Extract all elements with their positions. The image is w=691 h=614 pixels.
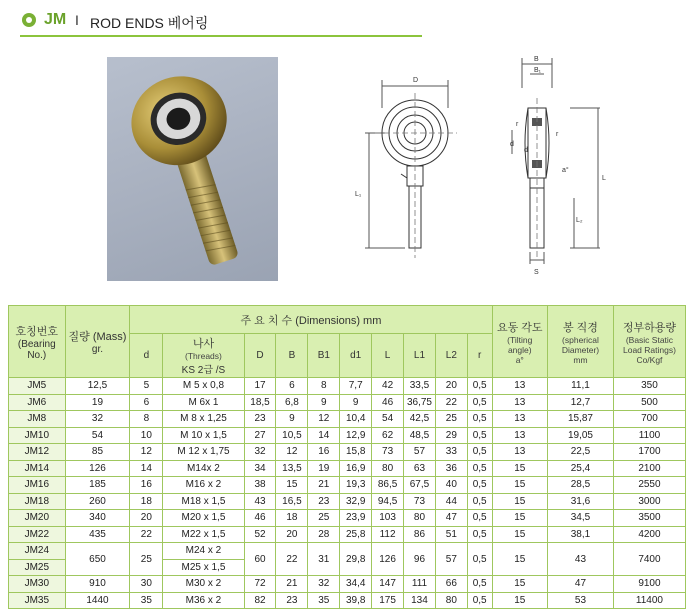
col-r: r	[467, 334, 492, 378]
dim-label-r2: r	[516, 121, 519, 128]
dim-r: 0,5	[467, 592, 492, 609]
page-header	[20, 6, 682, 36]
load-rating: 1700	[613, 444, 685, 461]
table-row	[9, 394, 686, 411]
dim-L1: 33,5	[404, 378, 436, 395]
dim-L2: 80	[435, 592, 467, 609]
dim-L: 126	[372, 543, 404, 576]
tilting-angle: 15	[492, 543, 548, 576]
dim-L1: 73	[404, 493, 436, 510]
dim-L: 147	[372, 576, 404, 593]
dim-L2: 51	[435, 526, 467, 543]
dim-d: 22	[130, 526, 163, 543]
dim-D: 27	[244, 427, 276, 444]
dim-B: 23	[276, 592, 308, 609]
col-sphere-diameter: 봉 직경 (spherical Diameter) mm	[548, 306, 614, 378]
dim-d: 10	[130, 427, 163, 444]
thread: M 5 x 0,8	[163, 378, 244, 395]
dim-d: 16	[130, 477, 163, 494]
dim-d: 25	[130, 543, 163, 576]
sphere-diameter: 22,5	[548, 444, 614, 461]
mass: 340	[65, 510, 130, 527]
bearing-no: JM12	[9, 444, 66, 461]
bearing-no: JM14	[9, 460, 66, 477]
thread: M 10 x 1,5	[163, 427, 244, 444]
dim-D: 38	[244, 477, 276, 494]
dim-r: 0,5	[467, 510, 492, 527]
sphere-diameter: 15,87	[548, 411, 614, 428]
dim-B: 6	[276, 378, 308, 395]
dim-L2: 22	[435, 394, 467, 411]
dim-d: 20	[130, 510, 163, 527]
col-D: D	[244, 334, 276, 378]
thread: M30 x 2	[163, 576, 244, 593]
bearing-no: JM22	[9, 526, 66, 543]
dim-r: 0,5	[467, 576, 492, 593]
thread: M 6x 1	[163, 394, 244, 411]
dim-D: 46	[244, 510, 276, 527]
bearing-no: JM20	[9, 510, 66, 527]
table-row	[9, 460, 686, 477]
dim-d1: 23,9	[340, 510, 372, 527]
col-L2: L2	[435, 334, 467, 378]
load-rating: 1100	[613, 427, 685, 444]
dim-L2: 33	[435, 444, 467, 461]
dim-d1: 39,8	[340, 592, 372, 609]
col-thread: 나사 (Threads) KS 2급 /S	[163, 334, 244, 378]
dim-B1: 32	[308, 576, 340, 593]
col-bearing-no: 호칭번호 (Bearing No.)	[9, 306, 66, 378]
table-row	[9, 576, 686, 593]
tilting-angle: 15	[492, 592, 548, 609]
spec-table	[8, 305, 686, 609]
sphere-diameter: 31,6	[548, 493, 614, 510]
dim-label-B1: B₁	[534, 67, 542, 74]
dim-L: 62	[372, 427, 404, 444]
dim-d: 12	[130, 444, 163, 461]
series-code: JM	[44, 11, 67, 28]
col-B1: B1	[308, 334, 340, 378]
dim-d1: 34,4	[340, 576, 372, 593]
dim-label-dk: d	[524, 147, 528, 154]
dim-L1: 80	[404, 510, 436, 527]
dim-L: 73	[372, 444, 404, 461]
table-row	[9, 477, 686, 494]
dim-D: 43	[244, 493, 276, 510]
bearing-no: JM16	[9, 477, 66, 494]
table-row	[9, 543, 686, 560]
dim-L2: 20	[435, 378, 467, 395]
dim-B: 9	[276, 411, 308, 428]
dim-B: 13,5	[276, 460, 308, 477]
dim-L2: 57	[435, 543, 467, 576]
mass: 260	[65, 493, 130, 510]
dim-L: 46	[372, 394, 404, 411]
dim-r: 0,5	[467, 427, 492, 444]
load-rating: 4200	[613, 526, 685, 543]
bearing-no: JM10	[9, 427, 66, 444]
dim-label-r: r	[556, 131, 559, 138]
header-separator: I	[75, 12, 79, 28]
load-rating: 350	[613, 378, 685, 395]
dim-r: 0,5	[467, 394, 492, 411]
tilting-angle: 15	[492, 477, 548, 494]
dim-label-a: a°	[562, 167, 569, 174]
thread: M22 x 1,5	[163, 526, 244, 543]
dim-L: 112	[372, 526, 404, 543]
dim-d1: 25,8	[340, 526, 372, 543]
bearing-no: JM5	[9, 378, 66, 395]
dim-B1: 21	[308, 477, 340, 494]
dim-d1: 15,8	[340, 444, 372, 461]
dim-B1: 16	[308, 444, 340, 461]
dim-L1: 96	[404, 543, 436, 576]
dim-D: 23	[244, 411, 276, 428]
thread: M14x 2	[163, 460, 244, 477]
mass: 650	[65, 543, 130, 576]
dim-B: 18	[276, 510, 308, 527]
dim-L1: 111	[404, 576, 436, 593]
dim-label-S: S	[534, 269, 539, 276]
dim-D: 82	[244, 592, 276, 609]
sphere-diameter: 34,5	[548, 510, 614, 527]
dim-B1: 14	[308, 427, 340, 444]
mass: 12,5	[65, 378, 130, 395]
dim-B1: 31	[308, 543, 340, 576]
bullet-icon	[22, 13, 36, 27]
mass: 1440	[65, 592, 130, 609]
col-L: L	[372, 334, 404, 378]
dim-L2: 40	[435, 477, 467, 494]
thread: M18 x 1,5	[163, 493, 244, 510]
dim-label-L2: L₂	[576, 217, 583, 224]
dim-d: 5	[130, 378, 163, 395]
load-rating: 700	[613, 411, 685, 428]
bearing-no: JM24	[9, 543, 66, 560]
tilting-angle: 13	[492, 444, 548, 461]
col-B: B	[276, 334, 308, 378]
dim-L: 94,5	[372, 493, 404, 510]
dim-D: 72	[244, 576, 276, 593]
mass: 185	[65, 477, 130, 494]
dim-L: 175	[372, 592, 404, 609]
dim-B1: 28	[308, 526, 340, 543]
dim-L1: 63	[404, 460, 436, 477]
dim-B: 21	[276, 576, 308, 593]
tilting-angle: 13	[492, 427, 548, 444]
dim-L2: 44	[435, 493, 467, 510]
tilting-angle: 15	[492, 576, 548, 593]
bearing-no: JM18	[9, 493, 66, 510]
dim-L1: 48,5	[404, 427, 436, 444]
dim-L1: 134	[404, 592, 436, 609]
dim-B: 15	[276, 477, 308, 494]
tilting-angle: 15	[492, 460, 548, 477]
sphere-diameter: 47	[548, 576, 614, 593]
dim-D: 60	[244, 543, 276, 576]
dim-d1: 10,4	[340, 411, 372, 428]
dim-L2: 36	[435, 460, 467, 477]
col-load-rating: 정부하용량 (Basic Static Load Ratings) Co/Kgf	[613, 306, 685, 378]
dim-B1: 9	[308, 394, 340, 411]
mass: 910	[65, 576, 130, 593]
dim-L2: 25	[435, 411, 467, 428]
bearing-no: JM8	[9, 411, 66, 428]
sphere-diameter: 25,4	[548, 460, 614, 477]
dim-d1: 16,9	[340, 460, 372, 477]
header-divider	[20, 35, 422, 37]
dim-B1: 8	[308, 378, 340, 395]
dim-d1: 19,3	[340, 477, 372, 494]
dim-L1: 67,5	[404, 477, 436, 494]
dim-label-D: D	[413, 77, 419, 84]
dim-r: 0,5	[467, 543, 492, 576]
dim-D: 18,5	[244, 394, 276, 411]
dim-L: 80	[372, 460, 404, 477]
table-row	[9, 411, 686, 428]
dim-B: 22	[276, 543, 308, 576]
mass: 54	[65, 427, 130, 444]
sphere-diameter: 28,5	[548, 477, 614, 494]
sphere-diameter: 38,1	[548, 526, 614, 543]
dim-d1: 32,9	[340, 493, 372, 510]
dim-B: 6,8	[276, 394, 308, 411]
col-d1: d1	[340, 334, 372, 378]
dim-B: 20	[276, 526, 308, 543]
mass: 85	[65, 444, 130, 461]
dim-d1: 9	[340, 394, 372, 411]
sphere-diameter: 19,05	[548, 427, 614, 444]
dim-d: 35	[130, 592, 163, 609]
dim-d1: 29,8	[340, 543, 372, 576]
rod-end-photo-icon	[107, 57, 278, 281]
dim-L1: 57	[404, 444, 436, 461]
mass: 126	[65, 460, 130, 477]
dim-D: 34	[244, 460, 276, 477]
thread: M 12 x 1,75	[163, 444, 244, 461]
dim-B1: 12	[308, 411, 340, 428]
dim-label-L1: L₁	[355, 191, 362, 198]
table-row	[9, 444, 686, 461]
dim-label-L: L	[602, 175, 606, 182]
load-rating: 11400	[613, 592, 685, 609]
dim-r: 0,5	[467, 444, 492, 461]
dim-L: 86,5	[372, 477, 404, 494]
dim-d1: 7,7	[340, 378, 372, 395]
dim-B1: 25	[308, 510, 340, 527]
tilting-angle: 13	[492, 378, 548, 395]
dim-L: 42	[372, 378, 404, 395]
dim-r: 0,5	[467, 411, 492, 428]
tilting-angle: 15	[492, 526, 548, 543]
dim-B1: 35	[308, 592, 340, 609]
mass: 19	[65, 394, 130, 411]
dim-label-B: B	[534, 56, 539, 63]
load-rating: 3000	[613, 493, 685, 510]
tilting-angle: 13	[492, 394, 548, 411]
front-view-drawing	[345, 68, 470, 276]
product-photo	[107, 57, 278, 281]
load-rating: 3500	[613, 510, 685, 527]
dim-L: 103	[372, 510, 404, 527]
thread: M25 x 1,5	[163, 559, 244, 576]
dim-D: 32	[244, 444, 276, 461]
dim-r: 0,5	[467, 378, 492, 395]
tilting-angle: 13	[492, 411, 548, 428]
dim-L2: 29	[435, 427, 467, 444]
thread: M24 x 2	[163, 543, 244, 560]
dim-label-d: d	[510, 141, 514, 148]
dim-L1: 42,5	[404, 411, 436, 428]
load-rating: 500	[613, 394, 685, 411]
dim-B1: 23	[308, 493, 340, 510]
col-tilting-angle: 요동 각도 (Tilting angle) a°	[492, 306, 548, 378]
dim-d: 8	[130, 411, 163, 428]
thread: M16 x 2	[163, 477, 244, 494]
load-rating: 2550	[613, 477, 685, 494]
col-L1: L1	[404, 334, 436, 378]
sphere-diameter: 12,7	[548, 394, 614, 411]
table-row	[9, 427, 686, 444]
thread: M 8 x 1,25	[163, 411, 244, 428]
load-rating: 9100	[613, 576, 685, 593]
table-row	[9, 592, 686, 609]
sphere-diameter: 43	[548, 543, 614, 576]
thread: M36 x 2	[163, 592, 244, 609]
dim-d: 18	[130, 493, 163, 510]
col-mass: 질량 (Mass) gr.	[65, 306, 130, 378]
dim-d1: 12,9	[340, 427, 372, 444]
mass: 32	[65, 411, 130, 428]
dim-B: 12	[276, 444, 308, 461]
sphere-diameter: 53	[548, 592, 614, 609]
table-row	[9, 493, 686, 510]
dim-d: 14	[130, 460, 163, 477]
dim-L2: 66	[435, 576, 467, 593]
dim-r: 0,5	[467, 477, 492, 494]
bearing-no: JM30	[9, 576, 66, 593]
tilting-angle: 15	[492, 510, 548, 527]
dim-L2: 47	[435, 510, 467, 527]
dim-d: 30	[130, 576, 163, 593]
page-title: ROD ENDS 베어링	[90, 15, 209, 31]
mass: 435	[65, 526, 130, 543]
tilting-angle: 15	[492, 493, 548, 510]
dim-L1: 86	[404, 526, 436, 543]
side-view-drawing	[510, 48, 630, 280]
thread: M20 x 1,5	[163, 510, 244, 527]
dim-r: 0,5	[467, 493, 492, 510]
dim-L: 54	[372, 411, 404, 428]
dim-L1: 36,75	[404, 394, 436, 411]
table-row	[9, 526, 686, 543]
col-d: d	[130, 334, 163, 378]
sphere-diameter: 11,1	[548, 378, 614, 395]
dim-D: 52	[244, 526, 276, 543]
load-rating: 7400	[613, 543, 685, 576]
dim-B: 16,5	[276, 493, 308, 510]
dim-r: 0,5	[467, 460, 492, 477]
dim-d: 6	[130, 394, 163, 411]
dim-B: 10,5	[276, 427, 308, 444]
dim-B1: 19	[308, 460, 340, 477]
table-row	[9, 378, 686, 395]
bearing-no: JM25	[9, 559, 66, 576]
bearing-no: JM6	[9, 394, 66, 411]
dim-r: 0,5	[467, 526, 492, 543]
dim-D: 17	[244, 378, 276, 395]
table-row	[9, 510, 686, 527]
bearing-no: JM35	[9, 592, 66, 609]
load-rating: 2100	[613, 460, 685, 477]
col-dimensions: 주 요 치 수 (Dimensions) mm	[130, 306, 492, 334]
